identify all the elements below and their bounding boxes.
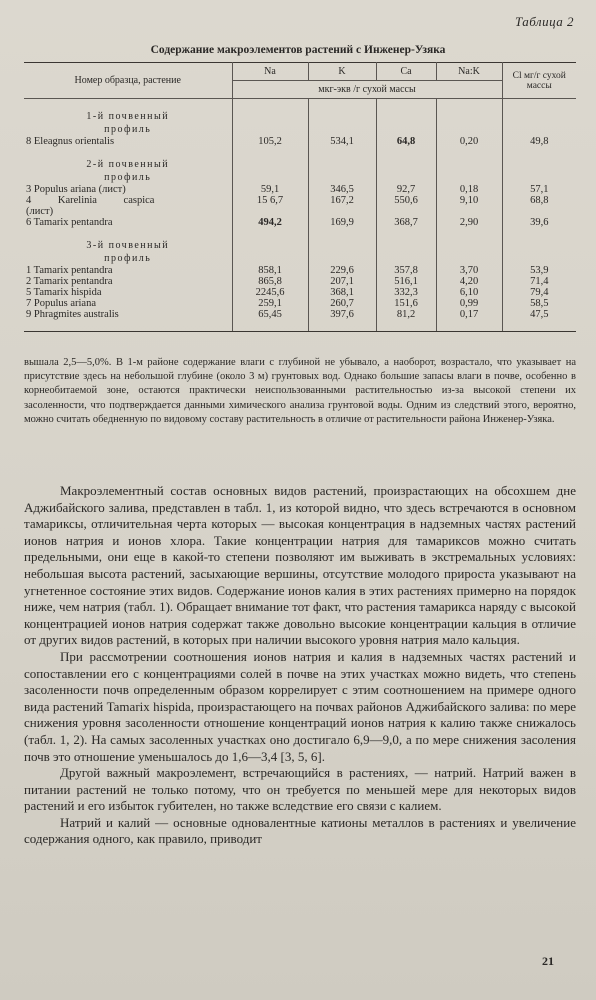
page-number: 21 bbox=[542, 954, 554, 968]
table-header-row bbox=[24, 63, 576, 81]
header-ca: Ca bbox=[376, 63, 436, 81]
header-k: K bbox=[308, 63, 376, 81]
table-row-continuation: (лист) bbox=[24, 206, 576, 217]
continued-paragraph bbox=[24, 356, 576, 427]
table-row: 8 Eleagnus orientalis 105,2 534,1 64,8 0,20 49,8 bbox=[24, 136, 576, 147]
table-row: 9 Phragmites australis 65,45 397,6 81,2 0,17 47,5 bbox=[24, 309, 576, 320]
profile-heading: 2-й почвенный профиль bbox=[24, 158, 576, 184]
small-paragraph: вышала 2,5—5,0%. В 1-м районе содержание влаги с глубиной не убывало, а наоборот, возрастало, что указывает на присутствие здесь на небольшой глубине (около 3 м) грунтовых вод. Однако большие запасы влаги в почве, особенно в корнеобитаемой зоне, остаются практически неиспользованными растительностью из-за высокой степени их засоленности, что подтверждается данными химического анализа грунтовой воды. Одним из следствий этого, вероятно, можно считать обедненную по видовому составу растительность в отличие от растительности района Инженер-Узяка. bbox=[24, 357, 576, 425]
table-row: 4 Karelinia caspica 15 6,7 167,2 550,6 9,10 68,8 bbox=[24, 195, 576, 206]
header-na: Na bbox=[232, 63, 308, 81]
table-number: Таблица 2 bbox=[514, 14, 574, 29]
profile-heading: 3-й почвенный профиль bbox=[24, 239, 576, 265]
body-text bbox=[24, 483, 576, 848]
table-row: 2 Tamarix pentandra 865,8 207,1 516,1 4,20 71,4 bbox=[24, 276, 576, 287]
header-units: мкг-экв /г сухой массы bbox=[232, 81, 502, 99]
table-row: 1 Tamarix pentandra 858,1 229,6 357,8 3,70 53,9 bbox=[24, 265, 576, 276]
table-row: 5 Tamarix hispida 2245,6 368,1 332,3 6,10 79,4 bbox=[24, 287, 576, 298]
table-row: 3 Populus ariana (лист) 59,1 346,5 92,7 0,18 57,1 bbox=[24, 184, 576, 195]
profile-heading: 1-й почвенный профиль bbox=[24, 110, 576, 136]
header-sample: Номер образца, растение bbox=[24, 63, 232, 99]
table-row: 6 Tamarix pentandra 494,2 169,9 368,7 2,90 39,6 bbox=[24, 217, 576, 228]
macroelement-table bbox=[24, 62, 576, 332]
paragraph: Макроэлементный состав основных видов растений, произрастающих на обсохшем дне Аджибайского залива, представлен в табл. 1, из которой видно, что здесь встречаются в основном тамариксы, отличительная черта которых — высокая концентрация в надземных частях растений ионов натрия и ионов хлора. Такие концентрации натрия для тамариксов можно считать предельными, они еще в какой-то степени позволяют им выживать в экстремальных условиях: небольшая высота растений, засыхающие вершины, отсутствие молодого прироста указывают на угнетенное состояние этих видов. Содержание ионов калия в этих растениях примерно на порядок ниже, чем натрия (табл. 1). Обращает внимание тот факт, что растения тамарикса наряду с высокой концентрацией ионов натрия содержат также довольно высокие концентрации кальция в отличие от других видов растений, в которых при наличии высокого уровня натрия мало кальция. bbox=[24, 483, 576, 648]
paragraph: Натрий и калий — основные одновалентные катионы металлов в растениях и увеличение содержания одного, как правило, приводит bbox=[24, 814, 576, 847]
table-title: Содержание макроэлементов растений с Инженер-Узяка bbox=[150, 44, 446, 56]
table-row: 7 Populus ariana 259,1 260,7 151,6 0,99 58,5 bbox=[24, 298, 576, 309]
header-cl: Cl мг/г сухой массы bbox=[502, 63, 576, 99]
paragraph: При рассмотрении соотношения ионов натрия и калия в надземных частях растений и сопоставлении его с концентрациями солей в почве на этих участках можно видеть, что степень засоленности почв определенным образом коррелирует с этим соотношением на примере одного вида растений Tamarix hispida, произрастающего на почвах районов Аджибайского залива: по мере снижения уровня засоленности отношение концентраций ионов натрия к калию также снижалось (табл. 1, 2). На самых засоленных участках оно достигало 6,9—9,0, а по мере снижения засоления почв это отношение уменьшалось до 1,6—3,4 [3, 5, 6]. bbox=[24, 648, 576, 764]
paragraph: Другой важный макроэлемент, встречающийся в растениях, — натрий. Натрий важен в питании растений не только потому, что он требуется по меньшей мере для некоторых видов растений и его избыток губителен, но также вследствие его связи с калием. bbox=[24, 765, 576, 814]
header-ratio: Na:K bbox=[436, 63, 502, 81]
